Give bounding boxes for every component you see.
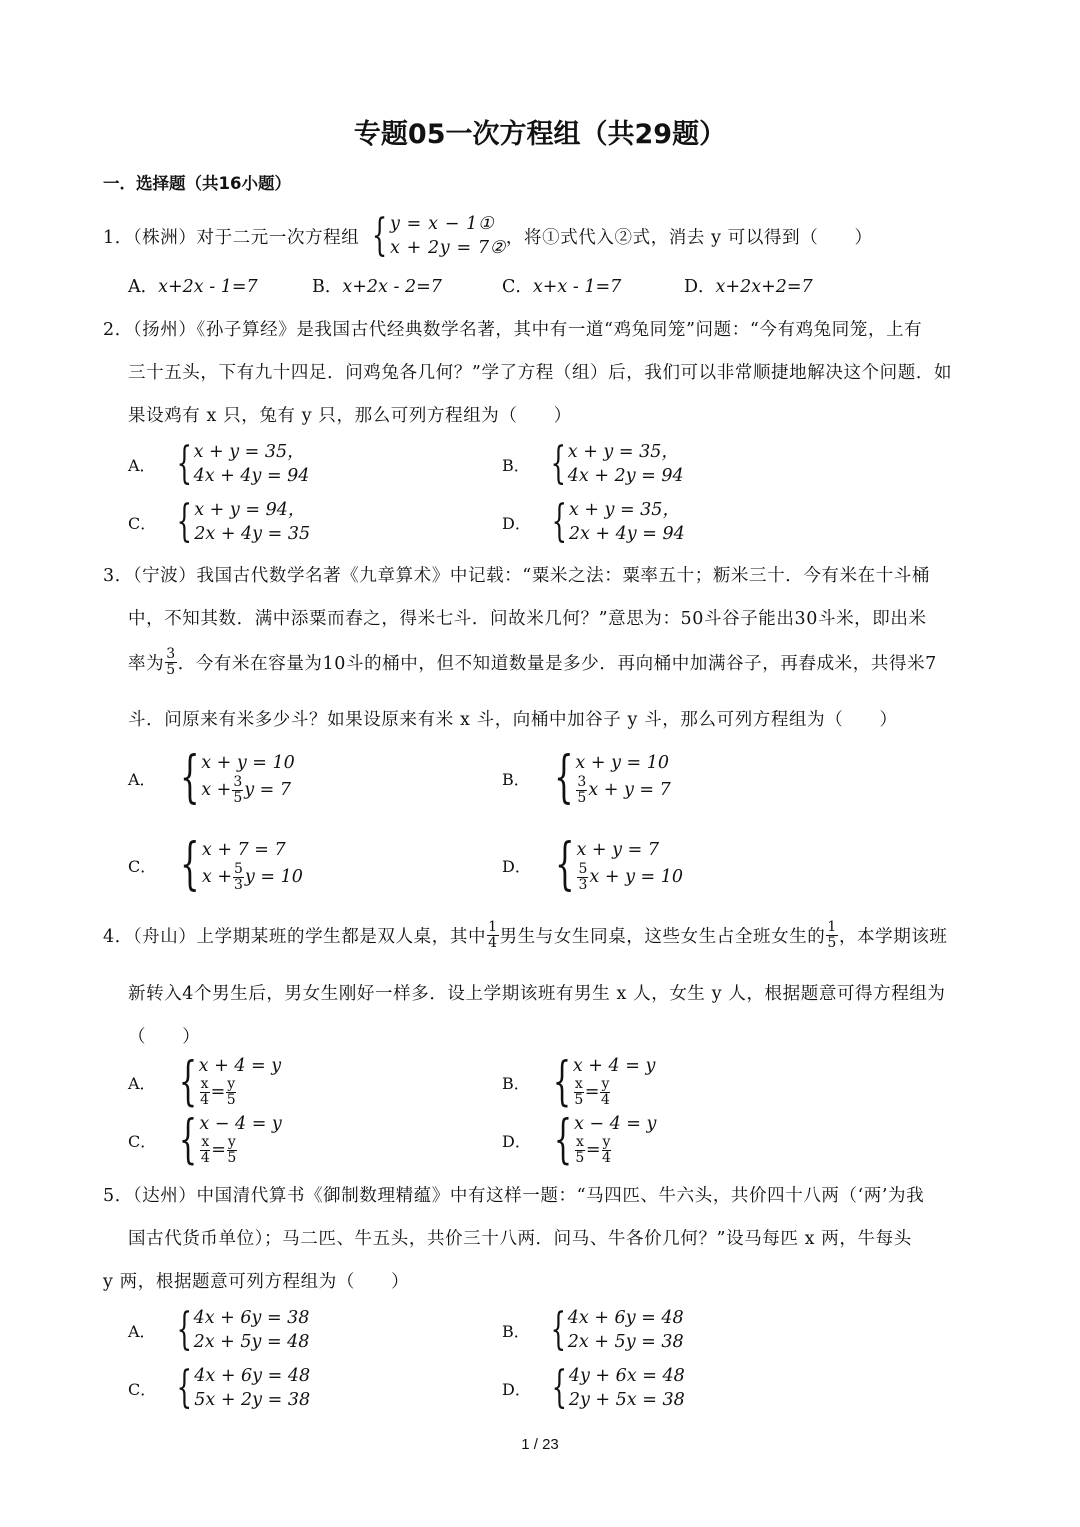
question-1 <box>103 212 873 260</box>
q5-option-b: B． { 4x + 6y = 48 2x + 5y = 38 <box>502 1304 684 1355</box>
q4-line-3: （ ） <box>128 1027 201 1047</box>
q5-option-d: D． { 4y + 6x = 48 2y + 5x = 38 <box>502 1362 685 1413</box>
q1-eq-1: y = x − 1① <box>390 214 495 234</box>
q3-fraction: $\frac{3}{5}$ <box>166 646 176 678</box>
q1-option-c: C．x+x - 1=7 <box>502 277 622 297</box>
q3-option-a: A． { x + y = 10 x + $\frac{3}{5}$ y = 7 <box>128 745 295 810</box>
q3-line-2: 中，不知其数．满中添粟而舂之，得米七斗．问故米几何？”意思为：50斗谷子能出30斗米，即出米 <box>128 609 927 629</box>
q4-option-c: C． { x − 4 = y $\frac{x}{4}$ = $\frac{y}{5}$ <box>128 1110 282 1170</box>
q4-line-1: 4．（舟山）上学期某班的学生都是双人桌，其中 $\frac{1}{4}$ 男生与女生同桌，这些女生占全班女生的 $\frac{1}{5}$ ，本学期该班 <box>103 919 948 951</box>
q2-line-1: 2．（扬州）《孙子算经》是我国古代经典数学名著，其中有一道“鸡兔同笼”问题：“今有鸡兔同笼，上有 <box>103 320 923 340</box>
q3-option-d: D． { x + y = 7 $\frac{5}{3}$ x + y = 10 <box>502 832 684 897</box>
q4-option-a: A． { x + 4 = y $\frac{x}{4}$ = $\frac{y}{5}$ <box>128 1052 282 1112</box>
q3-line-3: 率为 $\frac{3}{5}$ ．今有米在容量为10斗的桶中，但不知道数量是多少．再向桶中加满谷子，再舂成米，共得米7 <box>128 646 937 678</box>
q2-option-d: D． { x + y = 35， 2x + 4y = 94 <box>502 496 685 547</box>
q5-option-a: A． { 4x + 6y = 38 2x + 5y = 48 <box>128 1304 310 1355</box>
page-title: 专题05一次方程组（共29题） <box>353 119 727 150</box>
q2-line-3: 果设鸡有 x 只，兔有 y 只，那么可列方程组为（ ） <box>128 406 572 426</box>
q3-option-b: B． { x + y = 10 $\frac{3}{5}$ x + y = 7 <box>502 745 671 810</box>
q3-option-c: C． { x + 7 = 7 x + $\frac{5}{3}$ y = 10 <box>128 832 303 897</box>
page-number: 1 / 23 <box>521 1436 559 1453</box>
q1-option-b: B．x+2x - 2=7 <box>312 277 442 297</box>
q5-option-c: C． { 4x + 6y = 48 5x + 2y = 38 <box>128 1362 311 1413</box>
q1-eq-2: x + 2y = 7② <box>390 238 506 258</box>
q4-option-b: B． { x + 4 = y $\frac{x}{5}$ = $\frac{y}{4}$ <box>502 1052 656 1112</box>
q4-option-d: D． { x − 4 = y $\frac{x}{5}$ = $\frac{y}{4}$ <box>502 1110 657 1170</box>
q2-option-b: B． { x + y = 35， 4x + 2y = 94 <box>502 438 684 489</box>
q5-line-3: y 两，根据题意可列方程组为（ ） <box>103 1272 410 1292</box>
q1-text-post: ，将①式代入②式，消去 y 可以得到（ ） <box>505 227 873 248</box>
q1-text-pre: 1．（株洲）对于二元一次方程组 <box>103 227 360 248</box>
q5-line-1: 5．（达州）中国清代算书《御制数理精蕴》中有这样一题：“马四匹、牛六头，共价四十八两（‘两’为我 <box>103 1186 925 1206</box>
q3-line-1: 3．（宁波）我国古代数学名著《九章算术》中记载：“粟米之法：粟率五十；粝米三十．今有米在十斗桶 <box>103 566 931 586</box>
q4-line-2: 新转入4个男生后，男女生刚好一样多．设上学期该班有男生 x 人，女生 y 人，根据题意可得方程组为 <box>128 984 946 1004</box>
q1-equation-system: { y = x − 1① x + 2y = 7② <box>372 210 506 261</box>
q1-option-a: A．x+2x - 1=7 <box>128 277 258 297</box>
q2-option-a: A． { x + y = 35， 4x + 4y = 94 <box>128 438 310 489</box>
q5-line-2: 国古代货币单位）；马二匹、牛五头，共价三十八两．问马、牛各价几何？”设马每匹 x 两，牛每头 <box>128 1229 912 1249</box>
q2-option-c: C． { x + y = 94， 2x + 4y = 35 <box>128 496 311 547</box>
q1-option-d: D．x+2x+2=7 <box>684 277 813 297</box>
q3-line-4: 斗．问原来有米多少斗？如果设原来有米 x 斗，向桶中加谷子 y 斗，那么可列方程组为（ ） <box>128 710 898 730</box>
section-heading: 一．选择题（共16小题） <box>103 174 291 193</box>
q2-line-2: 三十五头，下有九十四足．问鸡兔各几何？”学了方程（组）后，我们可以非常顺捷地解决这个问题．如 <box>128 363 953 383</box>
